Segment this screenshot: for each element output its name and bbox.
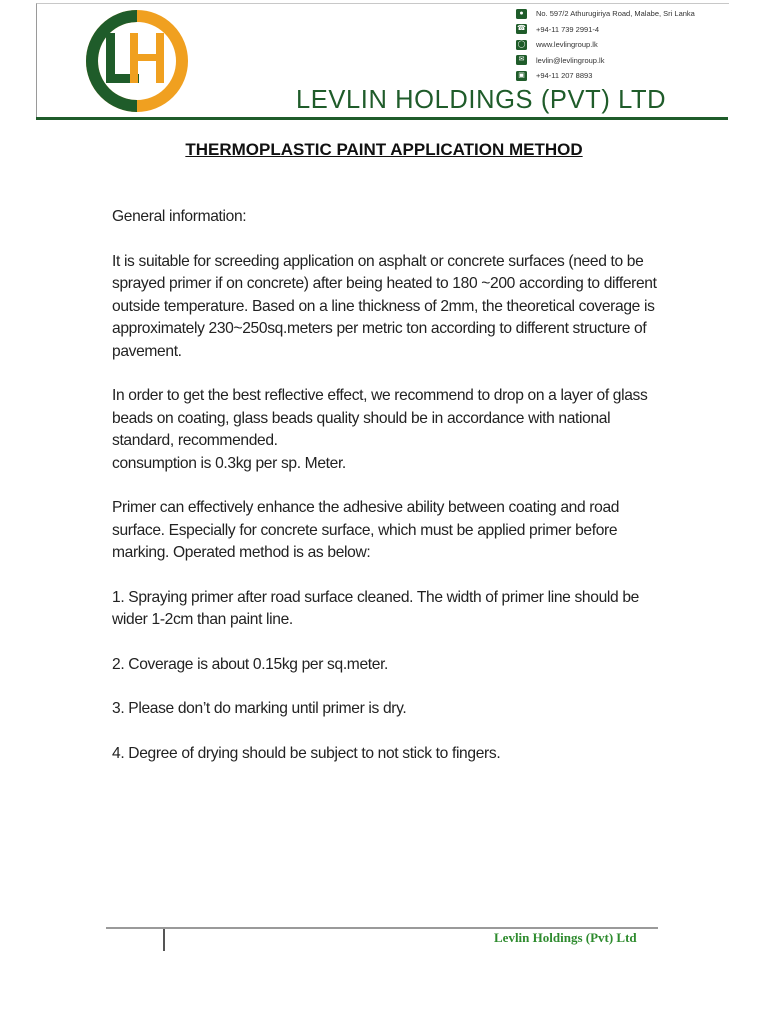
- document-title: THERMOPLASTIC PAINT APPLICATION METHOD: [185, 140, 583, 159]
- phone-icon: ☎: [517, 25, 526, 33]
- section-heading: General information:: [112, 208, 247, 225]
- step-3: 3. Please don’t do marking until primer is dry.: [112, 700, 407, 717]
- contact-fax: [516, 68, 728, 84]
- email-icon: ✉: [516, 55, 527, 65]
- footer-tick: [163, 929, 165, 951]
- company-name: LEVLIN HOLDINGS (PVT) LTD: [296, 86, 667, 114]
- contact-web: [516, 37, 728, 53]
- paragraph-application: It is suitable for screeding application on asphalt or concrete surfaces (need to be sprayed primer if on concrete) after being heated to 180 ~200 according to different outside temperature. Based on a line thickness of 2mm, the theoretical coverage is approximately 230~250sq.meters per metric ton according to different structure of pavement.: [112, 252, 657, 360]
- phone-text: +94-11 739 2991-4: [536, 24, 600, 34]
- fax-text: +94-11 207 8893: [536, 71, 593, 81]
- contact-block: [516, 6, 728, 84]
- location-icon: ●: [516, 9, 527, 19]
- website-link[interactable]: www.levlingroup.lk: [536, 40, 598, 50]
- document-body: [112, 206, 672, 787]
- address-text: No. 597/2 Athurugiriya Road, Malabe, Sri Lanka: [536, 9, 695, 19]
- footer-company-name: Levlin Holdings (Pvt) Ltd: [494, 930, 637, 945]
- web-icon: ◯: [517, 40, 526, 48]
- step-1: 1. Spraying primer after road surface cleaned. The width of primer line should be wider 1-2cm than paint line.: [112, 588, 639, 628]
- contact-email: [516, 53, 728, 69]
- step-4: 4. Degree of drying should be subject to not stick to fingers.: [112, 744, 501, 762]
- contact-phone: [516, 22, 728, 38]
- footer-divider: [106, 927, 658, 929]
- fax-icon: ▣: [516, 71, 527, 81]
- contact-address: [516, 6, 728, 22]
- company-logo: [72, 5, 202, 115]
- email-link[interactable]: levlin@levlingroup.lk: [536, 55, 605, 65]
- paragraph-consumption: consumption is 0.3kg per sp. Meter.: [112, 454, 346, 472]
- letterhead-divider: [36, 117, 728, 120]
- paragraph-primer: Primer can effectively enhance the adhesive ability between coating and road surface. Especially for concrete surface, which must be applied primer before marking. Operated method is as below:: [112, 499, 620, 561]
- step-2: 2. Coverage is about 0.15kg per sq.meter.: [112, 655, 389, 673]
- paragraph-glass-beads: In order to get the best reflective effect, we recommend to drop on a layer of glass beads on coating, glass beads quality should be in accordance with national standard, recommended.: [112, 387, 648, 449]
